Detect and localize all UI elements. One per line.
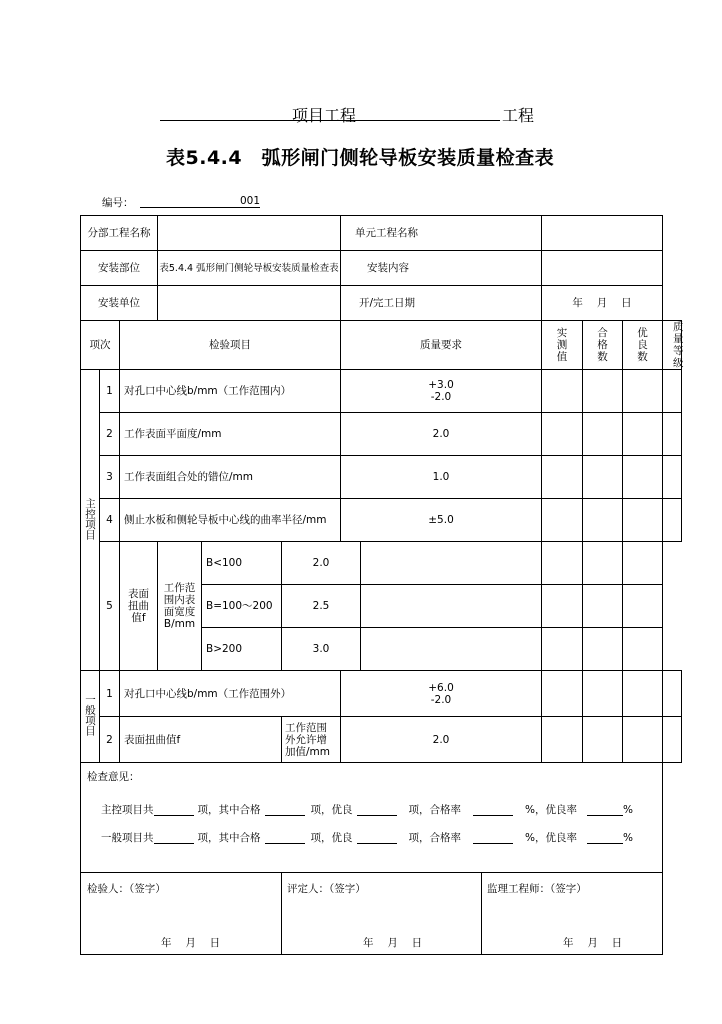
main-row-measured[interactable] (542, 456, 583, 499)
main-row-qualified[interactable] (583, 456, 623, 499)
number-value: 001 (240, 195, 261, 207)
unit-project-value[interactable] (542, 216, 663, 251)
main-row-measured[interactable] (542, 499, 583, 542)
inspector-date: 年 月 日 (161, 937, 221, 949)
evaluator-sign[interactable]: 评定人：（签字） (287, 883, 366, 895)
general-row-req: +6.0 -2.0 (341, 671, 542, 717)
main-row-item: 工作表面平面度/mm (120, 413, 341, 456)
general-row-measured[interactable] (542, 717, 583, 763)
install-content-label: 安装内容 (341, 251, 542, 286)
opinion-main-line: 主控项目共 项，其中合格 项，优良 项，合格率 %，优良率 % (101, 804, 633, 816)
sub-project-value[interactable] (158, 216, 341, 251)
main-row-no: 4 (100, 499, 120, 542)
general-row-no: 1 (100, 671, 120, 717)
general-row-measured[interactable] (542, 671, 583, 717)
main-row5-qualified[interactable] (542, 628, 583, 671)
main-row-excellent[interactable] (623, 413, 663, 456)
number-underline (140, 207, 260, 208)
main-row-no: 1 (100, 370, 120, 413)
main-row-req: ±5.0 (341, 499, 542, 542)
main-row-item: 侧止水板和侧轮导板中心线的曲率半径/mm (120, 499, 341, 542)
general-group-label: 一般项目 (81, 671, 100, 763)
general-row-excellent[interactable] (623, 717, 663, 763)
main-row5-grade[interactable] (623, 542, 663, 585)
inspector-sign[interactable]: 检验人：（签字） (87, 883, 166, 895)
opinion-label: 检查意见： (87, 771, 140, 783)
main-row5-excellent[interactable] (583, 542, 623, 585)
main-row-measured[interactable] (542, 370, 583, 413)
number-label: 编号： (102, 197, 134, 209)
main-row-measured[interactable] (542, 413, 583, 456)
install-unit-label: 安装单位 (81, 286, 158, 321)
main-row-excellent[interactable] (623, 370, 663, 413)
install-unit-value[interactable] (158, 286, 341, 321)
main-row5-req: 2.5 (282, 585, 361, 628)
main-row5-cond: B<100 (202, 542, 282, 585)
main-row-qualified[interactable] (583, 413, 623, 456)
main-row5-label-a: 表面扭曲值f (120, 542, 158, 671)
main-row-item: 工作表面组合处的错位/mm (120, 456, 341, 499)
main-row-qualified[interactable] (583, 499, 623, 542)
main-row5-measured[interactable] (361, 542, 542, 585)
main-row-req: 1.0 (341, 456, 542, 499)
main-group-label: 主控项目 (81, 370, 100, 671)
general-row-item: 对孔口中心线b/mm（工作范围外） (120, 671, 341, 717)
opinion-section (81, 763, 663, 873)
project-label: 项目工程 (292, 106, 357, 125)
install-part-label: 安装部位 (81, 251, 158, 286)
date-value[interactable]: 年 月 日 (542, 286, 663, 321)
general-row-qualified[interactable] (583, 671, 623, 717)
col-item-no: 项次 (81, 321, 120, 370)
project-suffix: 工程 (502, 106, 535, 125)
inspection-table (80, 215, 682, 955)
main-row-excellent[interactable] (623, 456, 663, 499)
col-excellent: 优良数 (623, 321, 663, 370)
main-row5-req: 2.0 (282, 542, 361, 585)
main-row5-measured[interactable] (361, 585, 542, 628)
date-label: 开/完工日期 (341, 286, 542, 321)
general-row-item: 表面扭曲值f (120, 717, 282, 763)
general-row-excellent[interactable] (623, 671, 663, 717)
page-title: 表5.4.4 弧形闸门侧轮导板安装质量检查表 (166, 147, 555, 169)
main-row5-req: 3.0 (282, 628, 361, 671)
evaluator-date: 年 月 日 (363, 937, 423, 949)
main-row5-no: 5 (100, 542, 120, 671)
main-row-item: 对孔口中心线b/mm（工作范围内） (120, 370, 341, 413)
main-row5-grade[interactable] (623, 585, 663, 628)
main-row5-label-b: 工作范围内表面宽度B/mm (158, 542, 202, 671)
main-row5-measured[interactable] (361, 628, 542, 671)
main-row5-cond: B>200 (202, 628, 282, 671)
install-content-value[interactable] (542, 251, 663, 286)
general-row-no: 2 (100, 717, 120, 763)
main-row-qualified[interactable] (583, 370, 623, 413)
general-row-grade[interactable] (663, 671, 682, 717)
signature-section (81, 873, 663, 955)
main-row-grade[interactable] (663, 456, 682, 499)
main-row-grade[interactable] (663, 499, 682, 542)
opinion-general-line: 一般项目共 项，其中合格 项，优良 项，合格率 %，优良率 % (101, 832, 633, 844)
col-qualified: 合格数 (583, 321, 623, 370)
main-row5-excellent[interactable] (583, 585, 623, 628)
supervisor-sign[interactable]: 监理工程师：（签字） (487, 883, 587, 895)
main-row-grade[interactable] (663, 413, 682, 456)
main-row-excellent[interactable] (623, 499, 663, 542)
unit-project-label: 单元工程名称 (341, 216, 542, 251)
install-part-value[interactable]: 表5.4.4 弧形闸门侧轮导板安装质量检查表 (158, 251, 341, 286)
col-measured: 实 测 值 (542, 321, 583, 370)
main-row5-qualified[interactable] (542, 542, 583, 585)
sub-project-label: 分部工程名称 (81, 216, 158, 251)
main-row5-cond: B=100～200 (202, 585, 282, 628)
main-row-grade[interactable] (663, 370, 682, 413)
general-row-qualified[interactable] (583, 717, 623, 763)
general-row-sub: 工作范围外允许增加值/mm (282, 717, 341, 763)
main-row-no: 2 (100, 413, 120, 456)
general-row-req: 2.0 (341, 717, 542, 763)
main-row5-grade[interactable] (623, 628, 663, 671)
main-row-req: +3.0 -2.0 (341, 370, 542, 413)
supervisor-date: 年 月 日 (563, 937, 623, 949)
main-row-req: 2.0 (341, 413, 542, 456)
main-row5-excellent[interactable] (583, 628, 623, 671)
col-grade: 质量等级 (663, 321, 682, 370)
col-quality-req-cell: 质量要求 (341, 321, 542, 370)
col-check-item: 检验项目 (120, 321, 341, 370)
main-row5-qualified[interactable] (542, 585, 583, 628)
main-row-no: 3 (100, 456, 120, 499)
general-row-grade[interactable] (663, 717, 682, 763)
